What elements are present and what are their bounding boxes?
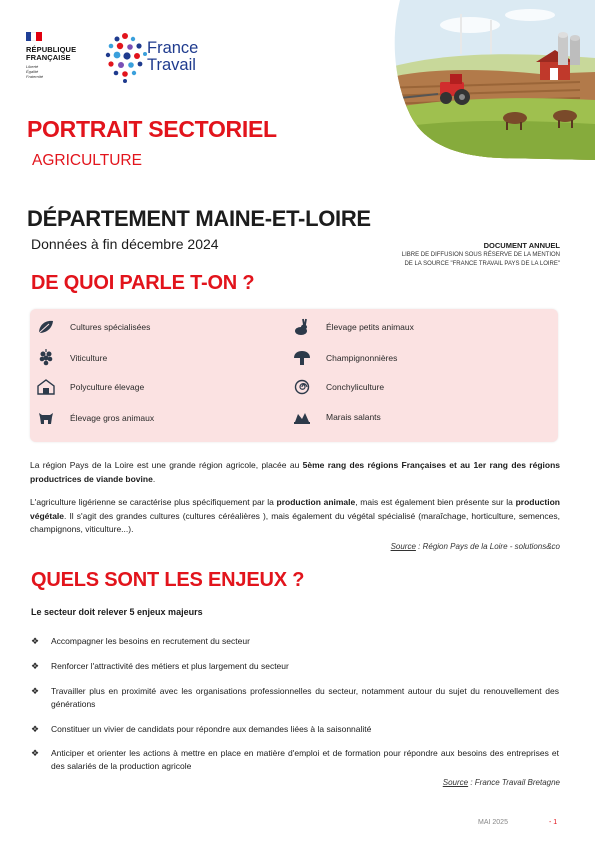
french-flag-icon — [26, 32, 42, 41]
farm-illustration-icon — [380, 0, 595, 162]
document-annuel-label: DOCUMENT ANNUEL — [483, 241, 560, 250]
list-item: ❖ Accompagner les besoins en recrutement du secteur — [31, 636, 250, 646]
diffusion-note: LIBRE DE DIFFUSION SOUS RÉSERVE DE LA MENTION DE LA SOURCE "FRANCE TRAVAIL PAYS DE LA LOIRE" — [401, 252, 560, 267]
page-number: - 1 — [549, 819, 558, 826]
category-item: Polyculture élevage — [36, 378, 144, 396]
page-title: PORTRAIT SECTORIEL — [27, 116, 277, 142]
rf-name-line2: FRANÇAISE — [26, 53, 71, 62]
cow-icon — [36, 409, 56, 427]
data-date: Données à fin décembre 2024 — [31, 236, 219, 252]
section-title-de-quoi: DE QUOI PARLE T-ON ? — [31, 272, 255, 294]
barn-icon — [36, 378, 56, 396]
category-item: Élevage gros animaux — [36, 409, 154, 427]
list-item: ❖ Renforcer l'attractivité des métiers et plus largement du secteur — [31, 661, 289, 671]
diamond-bullet-icon: ❖ — [31, 636, 40, 646]
france-travail-name: France Travail — [147, 39, 199, 74]
republique-francaise-logo — [26, 32, 96, 79]
category-item: Élevage petits animaux — [292, 318, 414, 336]
mushroom-icon — [292, 349, 312, 367]
department-title: DÉPARTEMENT MAINE-ET-LOIRE — [27, 206, 371, 231]
shell-icon — [292, 378, 312, 396]
diamond-bullet-icon: ❖ — [31, 724, 40, 734]
category-item: Marais salants — [292, 408, 381, 426]
section-title-enjeux: QUELS SONT LES ENJEUX ? — [31, 569, 305, 591]
list-item: ❖ Anticiper et orienter les actions à mettre en place en matière d'emploi et de formation pour répondre aux besoins des entreprises et des salariés de la production agricole — [31, 748, 559, 771]
category-item: Viticulture — [36, 349, 107, 367]
category-item: Cultures spécialisées — [36, 318, 150, 336]
categories-box — [30, 309, 558, 442]
source-enjeux: Source : France Travail Bretagne — [442, 778, 560, 787]
paragraph-region: La région Pays de la Loire est une grande région agricole, placée au 5ème rang des régions Françaises et au 1er rang des régions productrices de viande bovine. — [30, 460, 561, 484]
diamond-bullet-icon: ❖ — [31, 686, 40, 696]
grapes-icon — [36, 349, 56, 367]
rabbit-icon — [292, 318, 312, 336]
paragraph-agriculture: L'agriculture ligérienne se caractérise plus spécifiquement par la production animale, mais est également bien présente sur la production végétale. Il s'agit des grandes cultures (cultures céréalières ), mais également du végétal spécialisé (maraîchage, horticulture, semences, champignons, viticulture...). — [30, 497, 560, 534]
diamond-bullet-icon: ❖ — [31, 661, 40, 671]
list-item: ❖ Constituer un vivier de candidats pour répondre aux demandes liées à la saisonnalité — [31, 724, 372, 734]
page-subtitle: AGRICULTURE — [32, 152, 142, 169]
leaf-icon — [36, 318, 56, 336]
rf-motto: Liberté Égalité Fraternité — [26, 64, 44, 79]
category-item: Champignonnières — [292, 349, 397, 367]
rf-name-line1: RÉPUBLIQUE — [26, 45, 77, 54]
category-item: Conchyliculture — [292, 378, 384, 396]
source-region: Source : Région Pays de la Loire - solutions&co — [390, 542, 560, 551]
list-item: ❖ Travailler plus en proximité avec les organisations professionnelles du secteur, notamment autour du sujet du renouvellement des générations — [31, 686, 559, 709]
salt-icon — [292, 408, 312, 426]
footer-date: MAI 2025 — [478, 819, 508, 826]
enjeux-lead: Le secteur doit relever 5 enjeux majeurs — [31, 607, 203, 617]
diamond-bullet-icon: ❖ — [31, 748, 40, 758]
